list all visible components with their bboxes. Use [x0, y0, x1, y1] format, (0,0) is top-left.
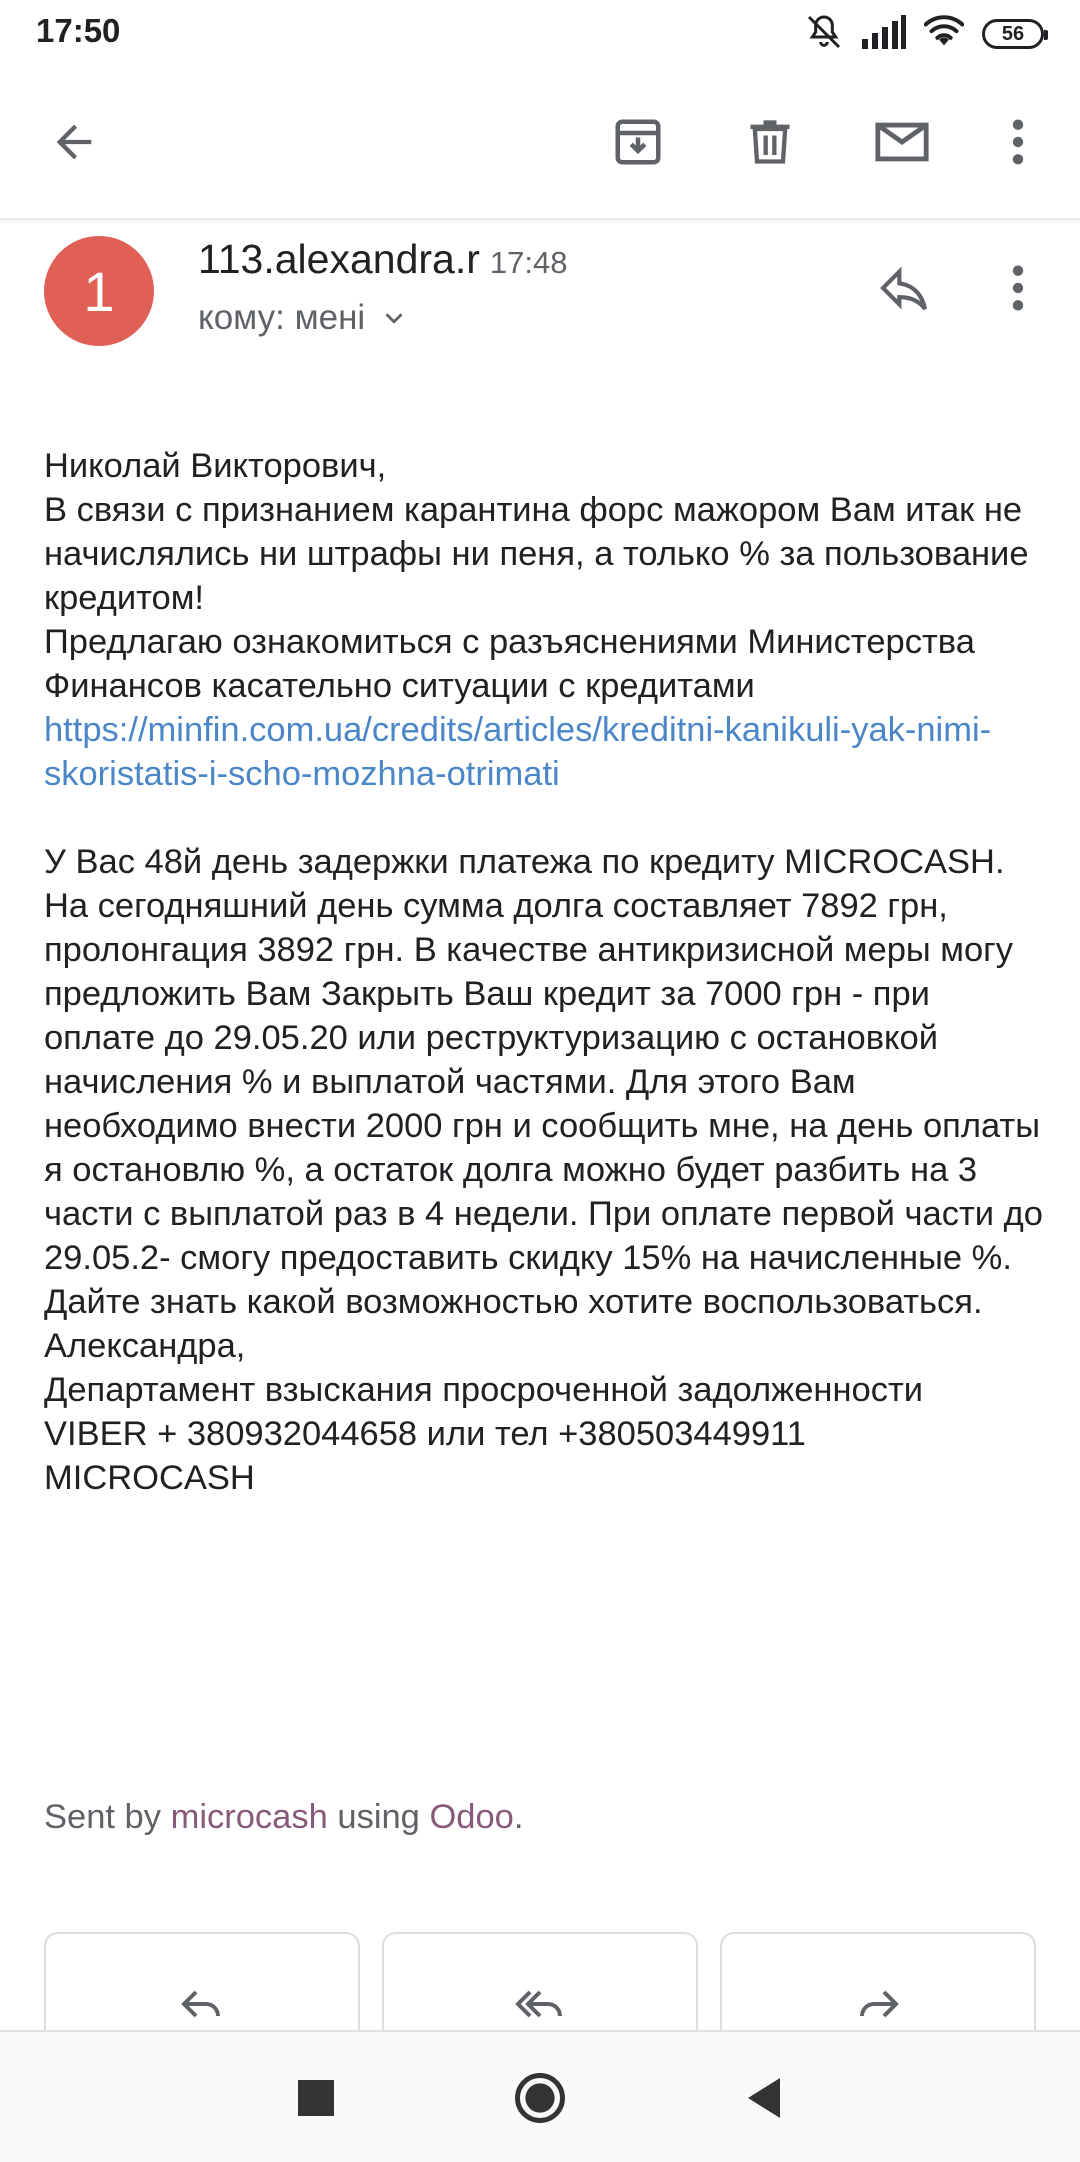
microcash-link[interactable]: microcash [170, 1798, 328, 1836]
reply-all-icon [514, 1984, 566, 2024]
body-paragraph [44, 620, 1044, 796]
message-header [0, 220, 1080, 390]
body-link-intro: Предлагаю ознакомиться с разъяснениями Министерства Финансов касательно ситуации с кредитами [44, 623, 975, 705]
signature-name: Александра, [44, 1327, 246, 1365]
delete-icon[interactable] [730, 102, 810, 182]
forward-icon [854, 1984, 902, 2024]
sender-address: 113.alexandra.r [198, 236, 480, 282]
status-bar [0, 0, 1080, 66]
odoo-link[interactable]: Odoo [429, 1798, 514, 1836]
recipient-label: кому: мені [198, 298, 366, 337]
home-icon[interactable] [510, 2068, 570, 2128]
signature-company: MICROCASH [44, 1459, 255, 1497]
sender-name[interactable] [198, 236, 567, 283]
sent-by-footer: Sent by microcash using Odoo. [44, 1798, 524, 1836]
recents-icon[interactable] [286, 2068, 346, 2128]
reply-icon[interactable] [864, 248, 944, 328]
system-nav-bar [0, 2030, 1080, 2162]
status-time: 17:50 [36, 12, 121, 49]
battery-icon: 56 [982, 19, 1044, 49]
app-toolbar [0, 66, 1080, 220]
greeting: Николай Викторович, [44, 447, 387, 485]
mute-icon [804, 12, 844, 57]
body-paragraph: У Вас 48й день задержки платежа по кредиту MICROCASH. На сегодняшний день сумма долга составляет 7892 грн, пролонгация 3892 грн. В качестве антикризисной меры могу предложить Вам Закрыть Ваш кредит за 7000 грн - при оплате до 29.05.20 или реструктуризацию с остановкой начисления % и выплатой частями. Для этого Вам необходимо внести 2000 грн и сообщить мне, на день оплаты я остановлю %, а остаток долга можно будет разбить на 3 части с выплатой раз в 4 недели. При оплате первой части до 29.05.2- смогу предоставить скидку 15% на начисленные %. Дайте знать какой возможностью хотите воспользоваться. [44, 843, 1043, 1321]
signature-contacts: VIBER + 380932044658 или тел +380503449911 [44, 1415, 806, 1453]
reply-actions [44, 1932, 1036, 2032]
back-icon[interactable] [734, 2068, 794, 2128]
wifi-icon [924, 15, 964, 54]
more-vert-icon[interactable] [978, 102, 1058, 182]
signature-department: Департамент взыскания просроченной задолженности [44, 1371, 924, 1409]
recipient-toggle[interactable] [198, 298, 409, 338]
status-icons [804, 14, 1044, 54]
chevron-down-icon [379, 303, 409, 333]
signal-icon [862, 15, 906, 54]
message-body [44, 444, 1044, 1500]
mark-unread-icon[interactable] [862, 102, 942, 182]
minfin-link[interactable]: https://minfin.com.ua/credits/articles/kreditni-kanikuli-yak-nimi-skoristatis-i-scho-mozhna-otrimati [44, 711, 992, 793]
archive-icon[interactable] [598, 102, 678, 182]
message-time: 17:48 [489, 245, 568, 280]
body-paragraph: В связи с признанием карантина форс мажором Вам итак не начислялись ни штрафы ни пеня, а только % за пользование кредитом! [44, 491, 1029, 617]
reply-icon [178, 1984, 226, 2024]
message-more-icon[interactable] [978, 248, 1058, 328]
avatar[interactable]: 1 [44, 236, 154, 346]
back-arrow-icon[interactable] [34, 102, 114, 182]
